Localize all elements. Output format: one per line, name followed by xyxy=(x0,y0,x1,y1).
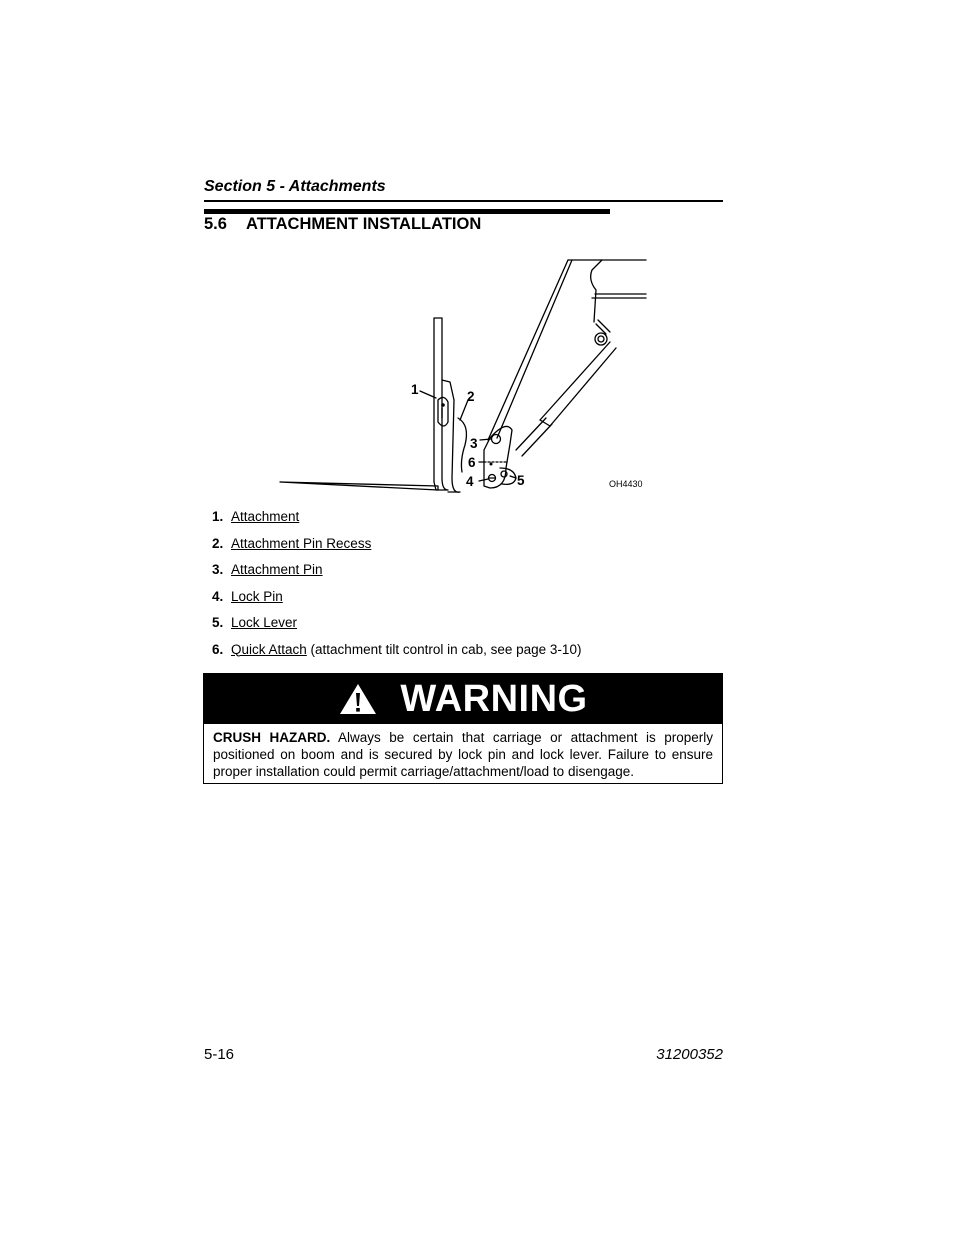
section-heading xyxy=(204,215,481,234)
callout-2: 2 xyxy=(467,389,475,404)
legend-item xyxy=(212,614,581,641)
heading-title: ATTACHMENT INSTALLATION xyxy=(246,215,482,233)
cylinder-pivot xyxy=(595,333,607,345)
legend-item xyxy=(212,588,581,615)
legend-item xyxy=(212,561,581,588)
legend-number: 4. xyxy=(212,588,224,604)
fork-tine xyxy=(280,482,438,490)
legend-number: 1. xyxy=(212,509,224,524)
legend-item xyxy=(212,535,581,562)
warning-banner xyxy=(204,674,722,724)
legend-number: 5. xyxy=(212,615,224,630)
heading-number: 5.6 xyxy=(204,215,227,233)
page-number: 5-16 xyxy=(204,1046,235,1063)
legend-link-attachment[interactable]: Attachment xyxy=(231,509,300,524)
legend-item xyxy=(212,508,581,535)
legend-item xyxy=(212,641,581,668)
callout-5: 5 xyxy=(517,473,525,488)
tilt-cylinder xyxy=(540,342,610,420)
attachment-diagram xyxy=(270,250,660,500)
heading-rule xyxy=(204,209,610,214)
figure-id: OH4430 xyxy=(609,479,643,489)
figure-legend xyxy=(212,508,581,667)
legend-link-lock-pin[interactable]: Lock Pin xyxy=(231,588,283,604)
warning-text xyxy=(204,724,722,780)
legend-link-quick-attach[interactable]: Quick Attach xyxy=(231,641,307,657)
warning-hazard: CRUSH HAZARD. xyxy=(213,730,331,745)
callout-6: 6 xyxy=(468,455,476,470)
attachment-installation-figure xyxy=(270,250,660,500)
document-number: 31200352 xyxy=(656,1046,723,1063)
pin-recess xyxy=(458,418,466,472)
legend-number: 2. xyxy=(212,535,224,551)
legend-link-lock-lever[interactable]: Lock Lever xyxy=(231,615,298,630)
legend-number: 6. xyxy=(212,641,224,657)
callout-1: 1 xyxy=(411,382,419,397)
boom-head xyxy=(568,260,602,322)
legend-link-attachment-pin-recess[interactable]: Attachment Pin Recess xyxy=(231,535,372,551)
callout-3: 3 xyxy=(470,436,478,451)
warning-triangle-icon xyxy=(338,682,378,716)
header-rule xyxy=(204,200,723,202)
boom-lower-edge xyxy=(488,260,568,440)
carriage-plate xyxy=(442,380,460,492)
legend-link-attachment-pin[interactable]: Attachment Pin xyxy=(231,562,323,577)
legend-number: 3. xyxy=(212,562,224,577)
legend-note: (attachment tilt control in cab, see page 3-10) xyxy=(306,641,582,657)
callout-4: 4 xyxy=(466,474,474,489)
attachment-pin xyxy=(492,435,501,444)
fork-upright xyxy=(434,318,448,490)
carriage-slot xyxy=(438,397,448,426)
warning-body: Always be certain that carriage or attachment is properly positioned on boom and is secured by lock pin and lock lever. Failure to ensure proper installation could permit carriage/attachment/load to disengage. xyxy=(213,730,713,779)
warning-box xyxy=(203,673,723,784)
warning-title: WARNING xyxy=(400,677,588,720)
section-header: Section 5 - Attachments xyxy=(204,178,386,195)
